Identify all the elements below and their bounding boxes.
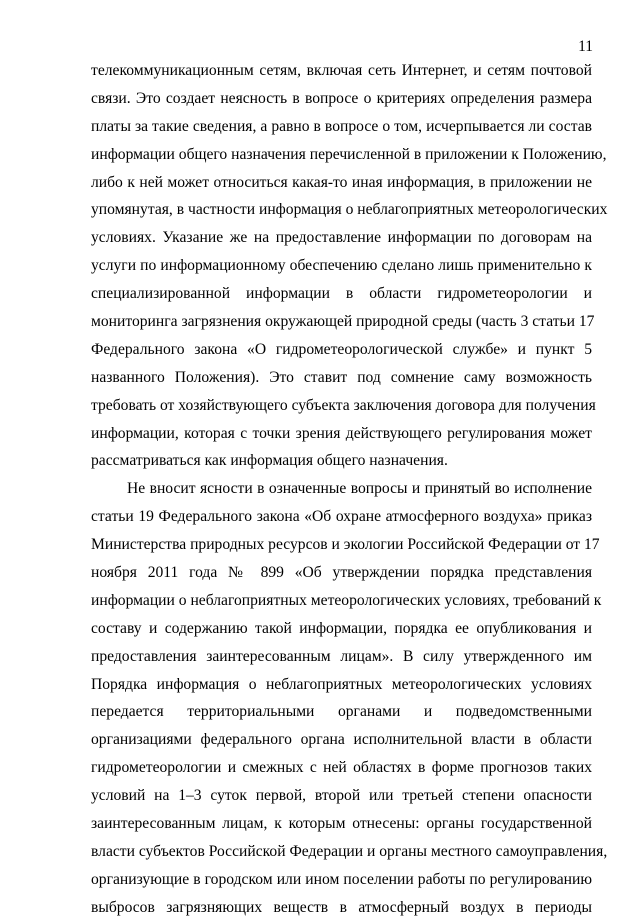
text-line: организующие в городском или ином поселении работы по регулированию (91, 870, 592, 888)
paragraph-2 (91, 475, 608, 921)
text-line: названного Положения). Это ставит под сомнение саму возможность (91, 368, 592, 386)
text-line: платы за такие сведения, а равно в вопросе о том, исчерпывается ли состав (91, 117, 592, 135)
text-line: упомянутая, в частности информация о неблагоприятных метеорологических (91, 201, 608, 219)
text-line: услуги по информационному обеспечению сделано лишь применительно к (91, 257, 592, 275)
text-line: условий на 1–3 суток первой, второй или третьей степени опасности (91, 787, 592, 805)
text-line: требовать от хозяйствующего субъекта заключения договора для получения (91, 396, 596, 414)
page-number: 11 (578, 38, 593, 55)
text-line: составу и содержанию такой информации, порядка ее опубликования и (91, 619, 592, 637)
text-line: рассматриваться как информация общего назначения. (91, 452, 448, 470)
text-line: телекоммуникационным сетям, включая сеть Интернет, и сетям почтовой (91, 62, 592, 79)
text-line: заинтересованным лицам, к которым отнесены: органы государственной (91, 815, 592, 833)
text-line: выбросов загрязняющих веществ в атмосферный воздух в периоды (91, 898, 592, 916)
text-line: организациями федерального органа исполнительной власти в области (91, 731, 592, 749)
text-line: предоставления заинтересованным лицам». В силу утвержденного им (91, 647, 592, 665)
body-text (91, 57, 608, 922)
text-line: передается территориальными органами и подведомственными (91, 703, 592, 721)
text-line: информации, которая с точки зрения действующего регулирования может (91, 424, 592, 442)
text-line: условиях. Указание же на предоставление информации по договорам на (91, 229, 592, 247)
text-line: Федерального закона «О гидрометеорологической службе» и пункт 5 (91, 340, 592, 358)
text-line: Не вносит ясности в означенные вопросы и принятый во исполнение (127, 480, 592, 498)
text-line: специализированной информации в области гидрометеорологии и (91, 285, 592, 303)
text-line: либо к ней может относиться какая-то иная информация, в приложении не (91, 173, 592, 191)
text-line: мониторинга загрязнения окружающей природной среды (часть 3 статьи 17 (91, 313, 595, 331)
text-line: связи. Это создает неясность в вопросе о критериях определения размера (91, 89, 592, 107)
text-line: власти субъектов Российской Федерации и органы местного самоуправления, (91, 842, 608, 860)
text-line: ноября 2011 года № 899 «Об утверждении порядка представления (91, 564, 592, 582)
paragraph-1 (91, 57, 608, 475)
text-line: Министерства природных ресурсов и экологии Российской Федерации от 17 (91, 536, 600, 554)
text-line: статьи 19 Федерального закона «Об охране атмосферного воздуха» приказ (91, 508, 592, 526)
text-line: информации общего назначения перечисленной в приложении к Положению, (91, 145, 607, 163)
text-line: информации о неблагоприятных метеорологических условиях, требований к (91, 591, 602, 609)
text-line: Порядка информация о неблагоприятных метеорологических условиях (91, 675, 592, 693)
text-line: гидрометеорологии и смежных с ней областях в форме прогнозов таких (91, 759, 592, 777)
